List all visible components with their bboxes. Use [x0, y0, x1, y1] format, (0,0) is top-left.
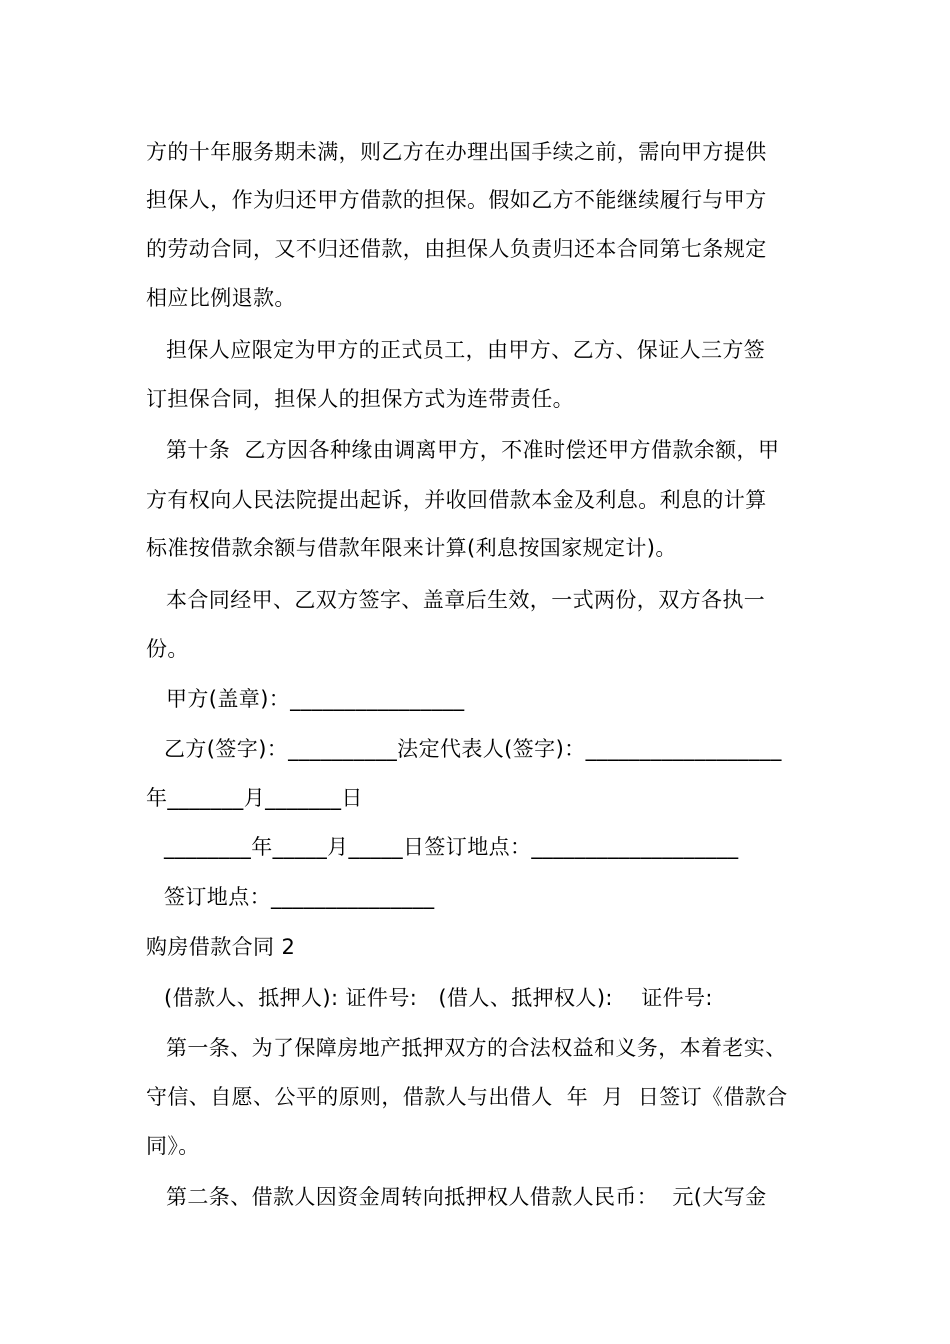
text-line: 第十条 乙方因各种缘由调离甲方，不准时偿还甲方借款余额，甲 — [166, 438, 780, 462]
text-line: ________年_____月_____日签订地点：___________________ — [164, 835, 739, 859]
text-line: 相应比例退款。 — [146, 286, 296, 310]
text-line: 乙方(签字)：__________法定代表人(签字)：__________________ — [164, 737, 782, 761]
text-line: 甲方(盖章)：________________ — [166, 687, 465, 711]
text-line: 同》。 — [146, 1134, 200, 1158]
text-line: 第二条、借款人因资金周转向抵押权人借款人民币： 元(大写金 — [166, 1185, 767, 1209]
text-line: 订担保合同，担保人的担保方式为连带责任。 — [146, 387, 574, 411]
text-line: 第一条、为了保障房地产抵押双方的合法权益和义务，本着老实、 — [166, 1036, 787, 1060]
text-line: 份。 — [146, 637, 189, 661]
text-line: (借款人、抵押人): 证件号: (借人、抵押权人): 证件号: — [164, 986, 713, 1010]
text-line: 担保人，作为归还甲方借款的担保。假如乙方不能继续履行与甲方 — [146, 188, 767, 212]
text-line: 的劳动合同，又不归还借款，由担保人负责归还本合同第七条规定 — [146, 237, 767, 261]
text-line: 标准按借款余额与借款年限来计算(利息按国家规定计)。 — [146, 536, 677, 560]
text-line: 守信、自愿、公平的原则，借款人与出借人 年 月 日签订《借款合 — [146, 1085, 788, 1109]
section-heading: 购房借款合同 2 — [146, 935, 296, 959]
text-line: 年_______月_______日 — [146, 786, 363, 810]
text-line: 方有权向人民法院提出起诉，并收回借款本金及利息。利息的计算 — [146, 488, 767, 512]
text-line: 方的十年服务期未满，则乙方在办理出国手续之前，需向甲方提供 — [146, 140, 767, 164]
text-line: 本合同经甲、乙双方签字、盖章后生效，一式两份，双方各执一 — [166, 588, 766, 612]
text-line: 担保人应限定为甲方的正式员工，由甲方、乙方、保证人三方签 — [166, 338, 766, 362]
text-line: 签订地点：_______________ — [164, 885, 435, 909]
